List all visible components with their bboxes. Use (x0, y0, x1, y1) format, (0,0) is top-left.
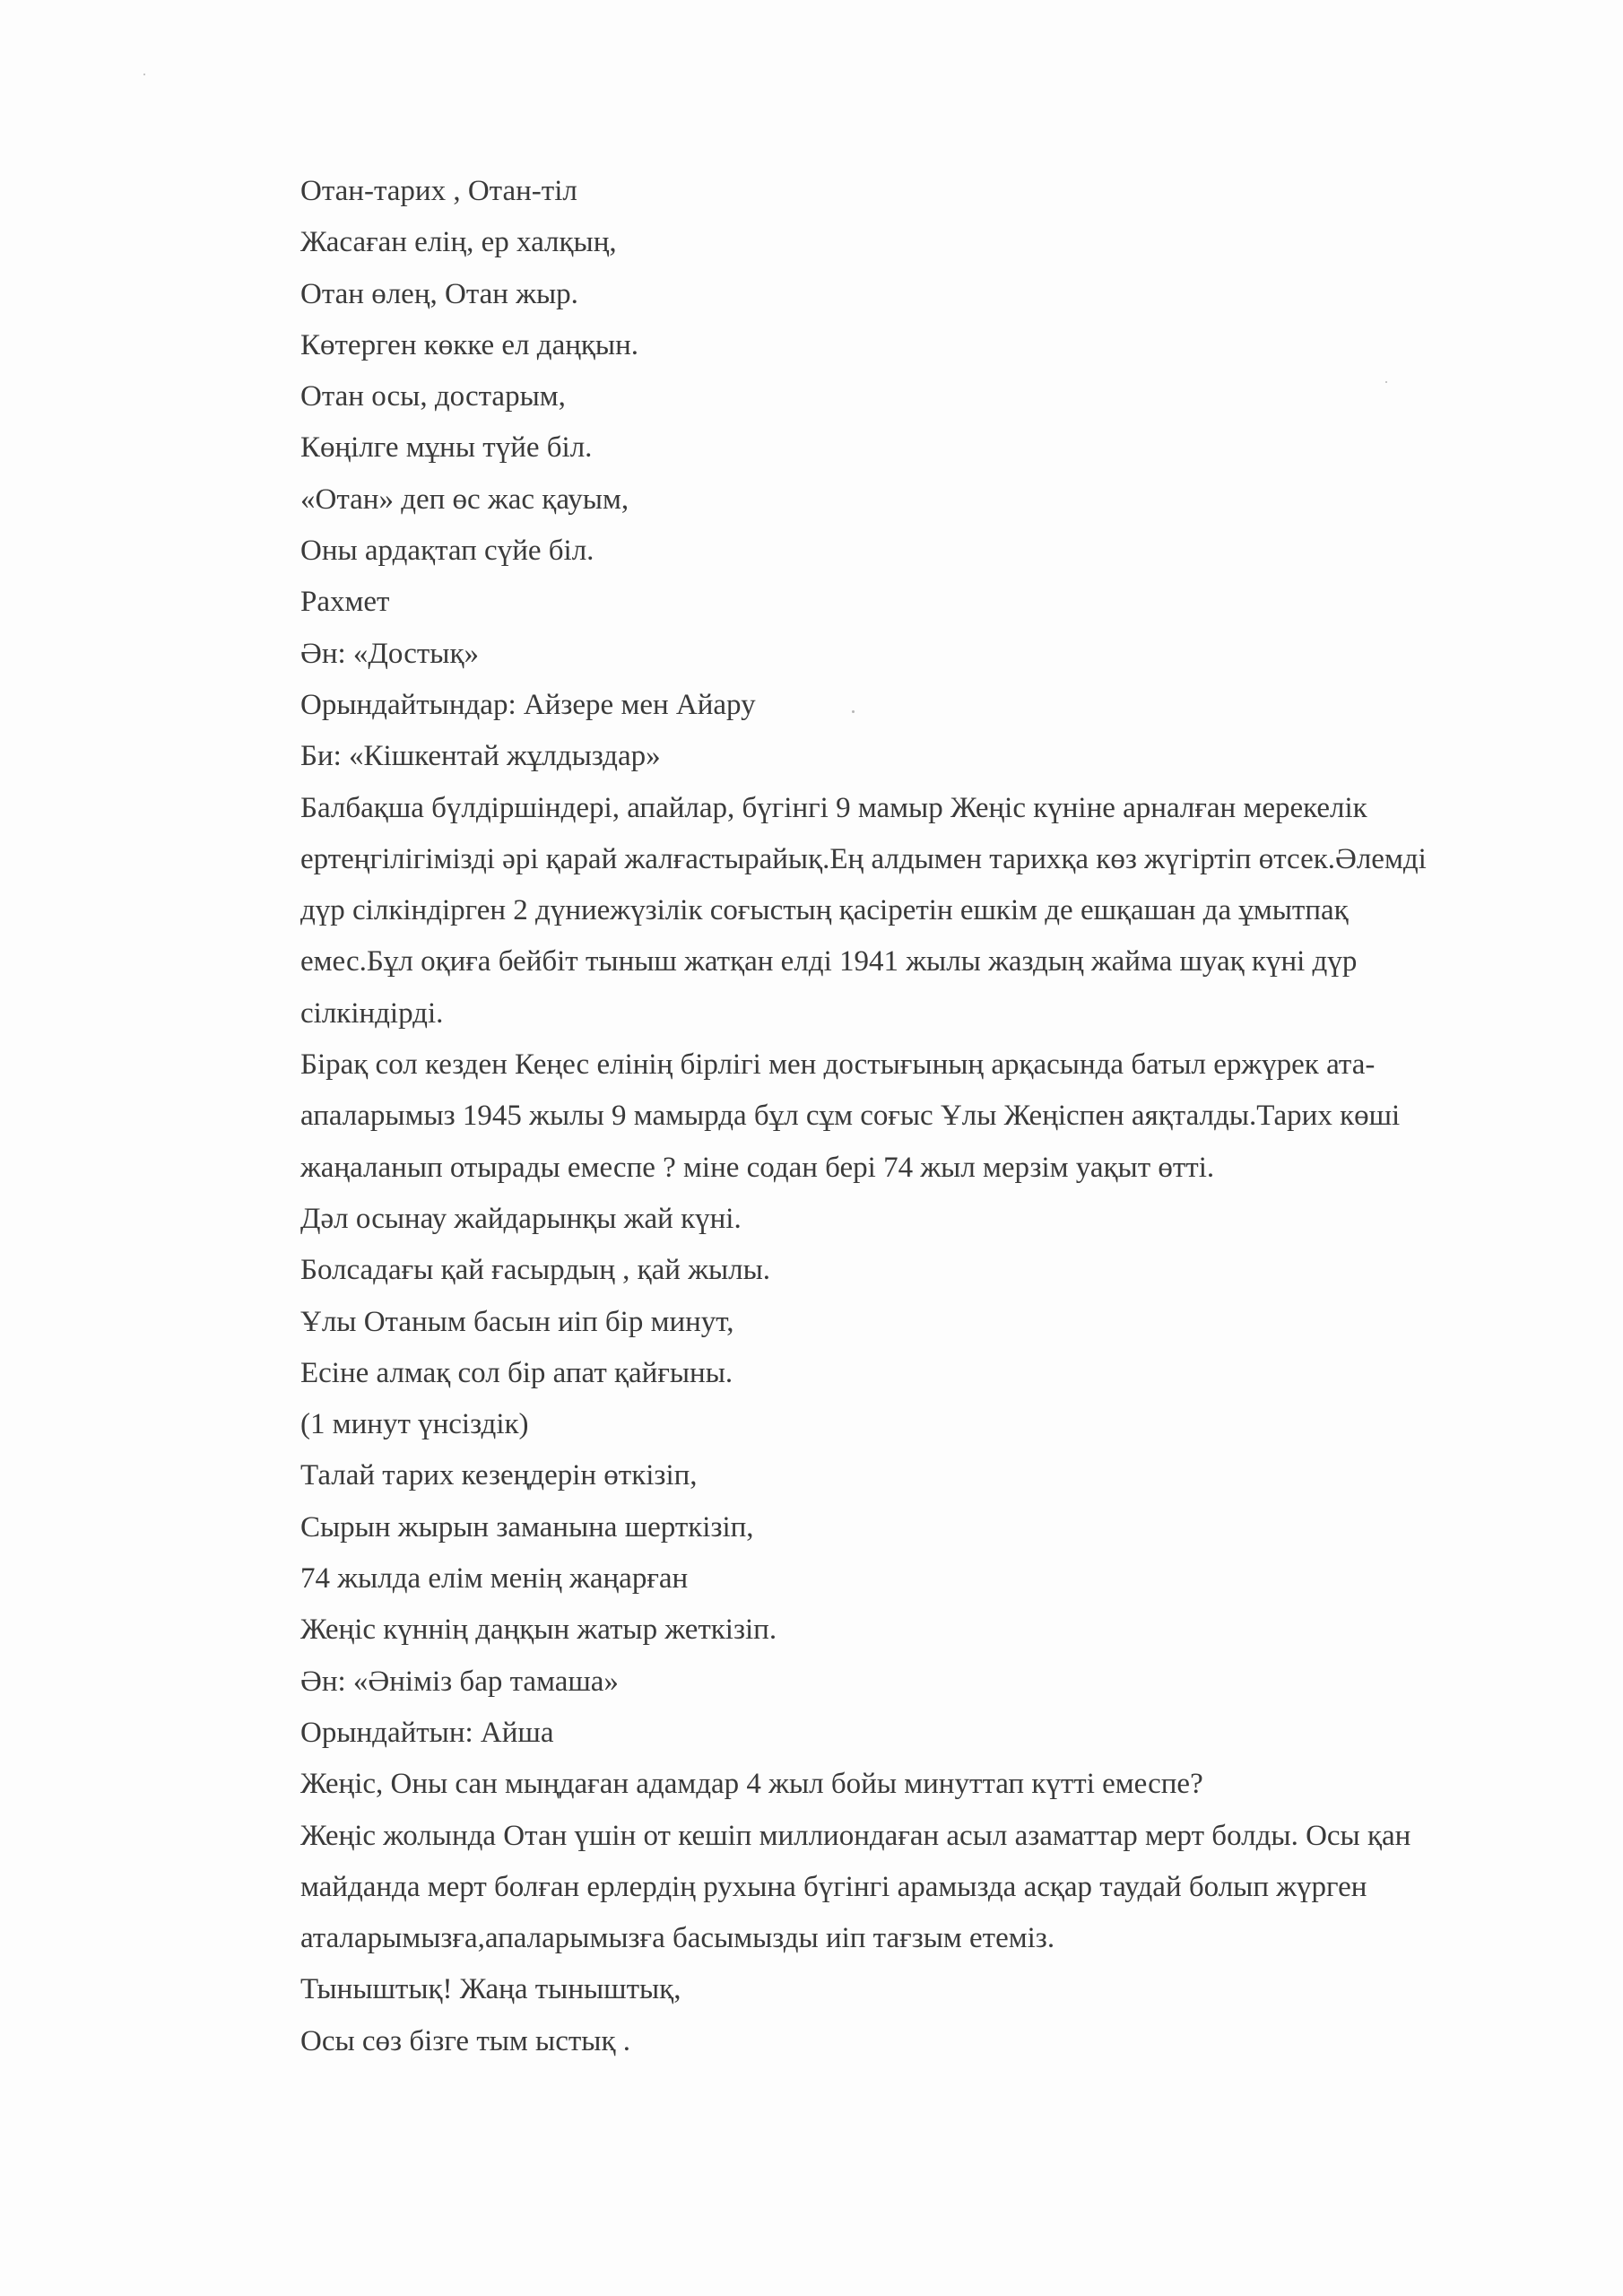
text-line: аталарымызға,апаларымызға басымызды иіп тағзым етеміз. (300, 1922, 1055, 1955)
text-line: Оны ардақтап сүйе біл. (300, 535, 595, 568)
scan-speck (1385, 381, 1387, 383)
text-line: Балбақша бүлдіршіндері, апайлар, бүгінгі 9 мамыр Жеңіс күніне арналған мерекелік (300, 791, 1367, 824)
text-line: Бірақ сол кезден Кеңес елінің бірлігі мен достығының арқасында батыл ержүрек ата- (300, 1048, 1376, 1082)
text-line: Ұлы Отаным басын иіп бір минут, (300, 1305, 734, 1338)
scan-speck (143, 74, 145, 75)
document-body (300, 166, 1551, 2067)
text-line: майданда мерт болған ерлердің рухына бүгінгі арамызда асқар таудай болып жүрген (300, 1870, 1367, 1903)
text-line: 74 жылда елім менің жаңарған (300, 1562, 689, 1596)
text-line: Есіне алмақ сол бір апат қайғыны. (300, 1356, 733, 1389)
text-line: Орындайтындар: Айзере мен Айару (300, 688, 756, 721)
text-line: емес.Бұл оқиға бейбіт тыныш жатқан елді 1941 жылы жаздың жайма шуақ күні дүр (300, 945, 1358, 978)
text-line: (1 минут үнсіздік) (300, 1408, 529, 1441)
text-line: сілкіндірді. (300, 996, 444, 1030)
text-line: Осы сөз бізге тым ыстық . (300, 2024, 630, 2057)
text-line: Орындайтын: Айша (300, 1716, 554, 1749)
text-line: Жасаған елің, ер халқың, (300, 226, 617, 259)
text-line: Жеңіс жолында Отан үшін от кешіп миллиондаған асыл азаматтар мерт болды. Осы қан (300, 1819, 1411, 1852)
text-line: Талай тарих кезеңдерін өткізіп, (300, 1459, 698, 1492)
text-line: «Отан» деп өс жас қауым, (300, 483, 629, 516)
text-line: апаларымыз 1945 жылы 9 мамырда бұл сұм соғыс Ұлы Жеңіспен аяқталды.Тарих көші (300, 1100, 1401, 1133)
text-line: Көңілге мұны түйе біл. (300, 431, 593, 465)
text-line: Ән: «Әніміз бар тамаша» (300, 1665, 619, 1698)
text-line: Тыныштық! Жаңа тыныштық, (300, 1973, 681, 2006)
text-line: Отан өлең, Отан жыр. (300, 277, 578, 310)
text-line: Сырын жырын заманына шерткізіп, (300, 1510, 754, 1544)
text-line: Ән: «Достық» (300, 637, 480, 670)
text-line: Жеңіс, Оны сан мыңдаған адамдар 4 жыл бойы минуттап күтті емеспе? (300, 1768, 1203, 1801)
text-line: Отан осы, достарым, (300, 380, 566, 413)
scan-speck (852, 710, 855, 713)
text-line: Болсадағы қай ғасырдың , қай жылы. (300, 1254, 771, 1287)
text-line: Жеңіс күннің даңқын жатыр жеткізіп. (300, 1613, 777, 1647)
text-line: Отан-тарих , Отан-тіл (300, 175, 577, 207)
text-line: дүр сілкіндірген 2 дүниежүзілік соғыстың қасіретін ешкім де ешқашан да ұмытпақ (300, 894, 1349, 927)
text-line: Дәл осынау жайдарынқы жай күні. (300, 1202, 742, 1235)
text-line: ертеңгілігімізді әрі қарай жалғастырайық.Ең алдымен тарихқа көз жүгіртіп өтсек.Әлемді (300, 842, 1427, 875)
text-line: жаңаланып отырады емеспе ? міне содан бері 74 жыл мерзім уақыт өтті. (300, 1151, 1215, 1184)
text-line: Би: «Кішкентай жұлдыздар» (300, 740, 661, 773)
text-line: Рахмет (300, 586, 390, 619)
text-line: Көтерген көкке ел даңқын. (300, 328, 638, 361)
